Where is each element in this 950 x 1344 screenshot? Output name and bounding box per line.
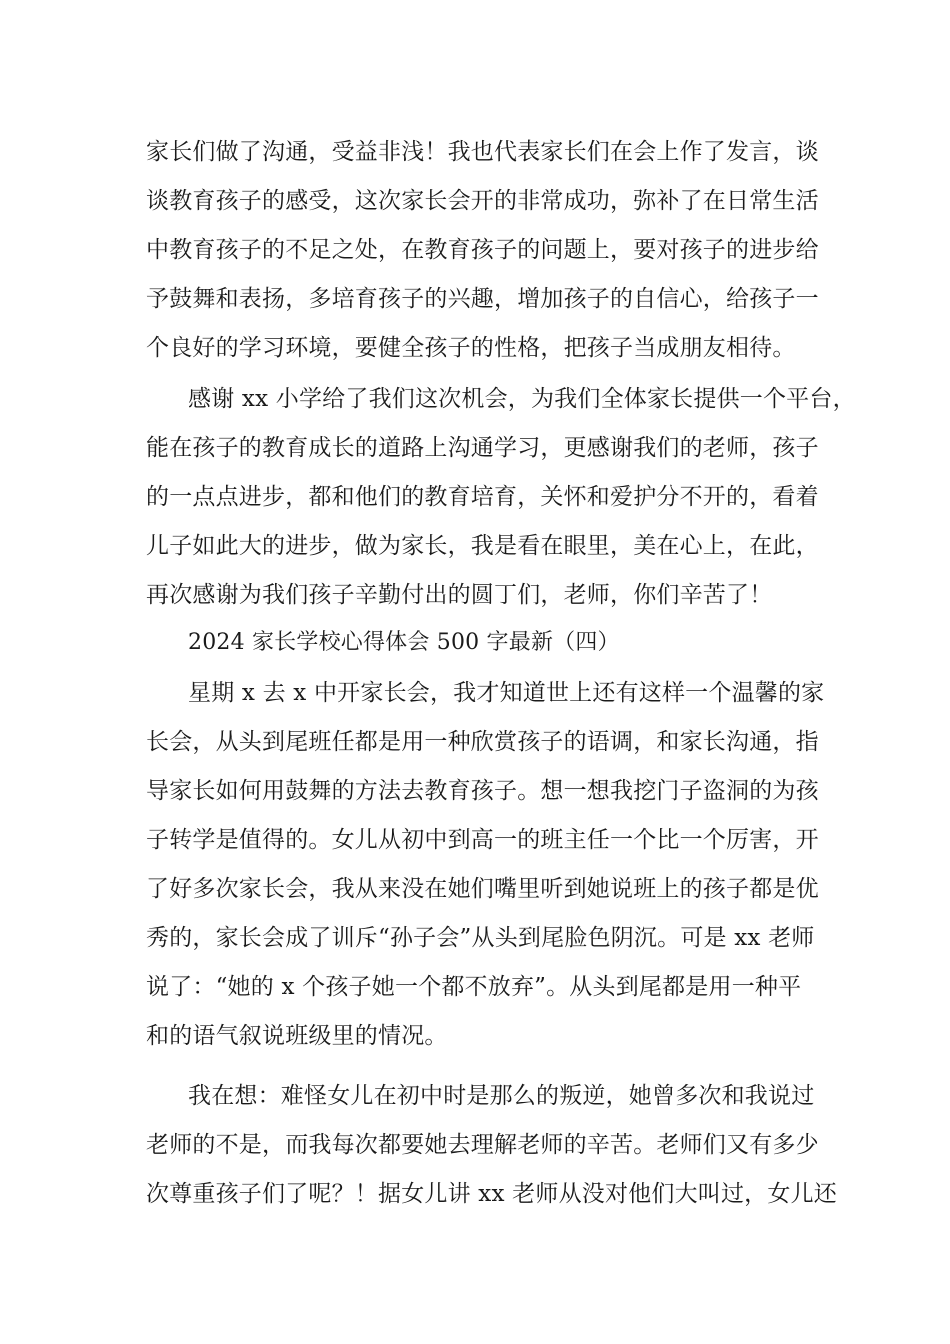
paragraph-start-line: 星期 x 去 x 中开家长会，我才知道世上还有这样一个温馨的家	[188, 680, 825, 706]
text-line: 再次感谢为我们孩子辛勤付出的圆丁们，老师，你们辛苦了！	[146, 582, 773, 608]
text-line: 予鼓舞和表扬，多培育孩子的兴趣，增加孩子的自信心，给孩子一	[146, 286, 819, 312]
paragraph-start-line: 我在想：难怪女儿在初中时是那么的叛逆，她曾多次和我说过	[188, 1083, 815, 1109]
text-line: 的一点点进步，都和他们的教育培育，关怀和爱护分不开的，看着	[146, 484, 819, 510]
text-line: 长会，从头到尾班任都是用一种欣赏孩子的语调，和家长沟通，指	[146, 729, 819, 755]
text-line: 个良好的学习环境，要健全孩子的性格，把孩子当成朋友相待。	[146, 335, 796, 361]
text-line: 次尊重孩子们了呢？！据女儿讲 xx 老师从没对他们大叫过，女儿还	[146, 1181, 837, 1207]
text-line: 和的语气叙说班级里的情况。	[146, 1023, 448, 1049]
paragraph-start-line: 感谢 xx 小学给了我们这次机会，为我们全体家长提供一个平台，	[188, 386, 856, 412]
text-line: 导家长如何用鼓舞的方法去教育孩子。想一想我挖门子盗洞的为孩	[146, 778, 819, 804]
text-line: 儿子如此大的进步，做为家长，我是看在眼里，美在心上，在此，	[146, 533, 819, 559]
text-line: 了好多次家长会，我从来没在她们嘴里听到她说班上的孩子都是优	[146, 876, 819, 902]
text-line: 秀的，家长会成了训斥“孙子会”从头到尾脸色阴沉。可是 xx 老师	[146, 925, 815, 951]
text-line: 家长们做了沟通，受益非浅！我也代表家长们在会上作了发言，谈	[146, 139, 819, 165]
text-line: 子转学是值得的。女儿从初中到高一的班主任一个比一个厉害，开	[146, 827, 819, 853]
text-line: 能在孩子的教育成长的道路上沟通学习，更感谢我们的老师，孩子	[146, 435, 819, 461]
text-line: 老师的不是，而我每次都要她去理解老师的辛苦。老师们又有多少	[146, 1132, 819, 1158]
section-heading: 2024 家长学校心得体会 500 字最新（四）	[188, 630, 620, 655]
text-line: 中教育孩子的不足之处，在教育孩子的问题上，要对孩子的进步给	[146, 237, 819, 263]
text-line: 谈教育孩子的感受，这次家长会开的非常成功，弥补了在日常生活	[146, 188, 819, 214]
text-line: 说了：“她的 x 个孩子她一个都不放弃”。从头到尾都是用一种平	[146, 974, 802, 1000]
